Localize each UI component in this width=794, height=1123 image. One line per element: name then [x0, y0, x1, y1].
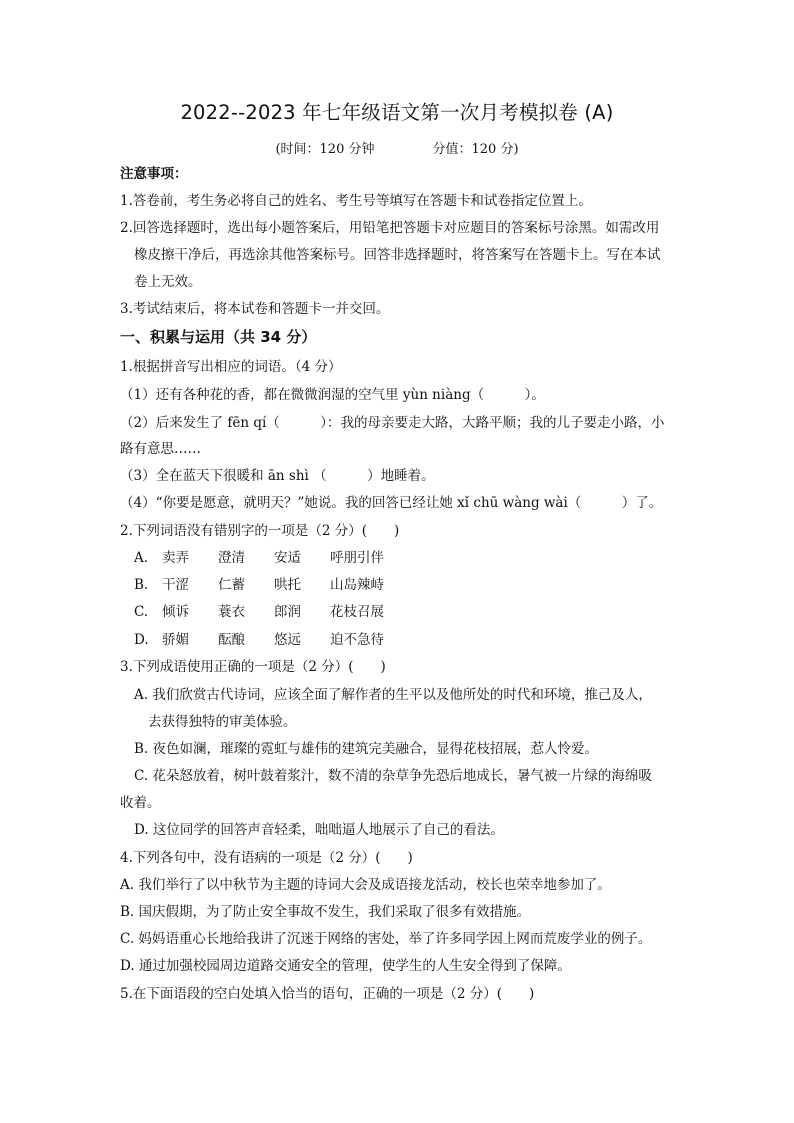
exam-score: 分值：120 分): [432, 142, 519, 157]
question-1-item-2: （2）后来发生了 fēn qí（ ）：我的母亲要走大路，大路平顺；我的儿子要走小路，小: [120, 415, 665, 431]
option-label: C.: [134, 604, 149, 620]
question-3-option-b: B. 夜色如澜，璀璨的霓虹与雄伟的建筑完美融合，显得花枝招展，惹人怜爱。: [134, 741, 599, 757]
question-4-option-c: C. 妈妈语重心长地给我讲了沉迷于网络的害处，举了许多同学因上网而荒废学业的例子。: [120, 931, 652, 947]
question-3-option-a-cont: 去获得独特的审美体验。: [148, 714, 297, 730]
notice-item-2: 2.回答选择题时，选出每小题答案后，用铅笔把答题卡对应题目的答案标号涂黑。如需改用: [120, 220, 660, 236]
option-word: 迫不急待: [330, 632, 384, 648]
exam-info: [0, 138, 794, 157]
option-label: B.: [134, 577, 149, 593]
question-1-stem: 1.根据拼音写出相应的词语。（4 分）: [120, 359, 342, 375]
question-4-option-d: D. 通过加强校园周边道路交通安全的管理，使学生的人生安全得到了保障。: [120, 958, 571, 974]
option-word: 郎润: [274, 604, 301, 620]
question-4-stem: 4.下列各句中，没有语病的一项是（2 分）( ): [120, 850, 413, 866]
question-2-option-b: [134, 576, 384, 594]
notice-item-2-cont: 橡皮擦干净后，再选涂其他答案标号。回答非选择题时，将答案写在答题卡上。写在本试: [134, 247, 661, 263]
notice-heading: 注意事项：: [120, 166, 188, 182]
question-3-option-a: A. 我们欣赏古代诗词，应该全面了解作者的生平以及他所处的时代和环境，推己及人，: [134, 687, 652, 703]
option-word: 卖弄: [162, 550, 189, 566]
notice-item-3: 3.考试结束后，将本试卷和答题卡一并交回。: [120, 301, 390, 317]
question-2-option-a: [134, 549, 384, 567]
notice-item-2-cont2: 卷上无效。: [134, 274, 202, 290]
question-3-option-c: C. 花朵怒放着，树叶鼓着浆汁，数不清的杂草争先恐后地成长，暑气被一片绿的海绵吸: [134, 768, 652, 784]
question-1-item-3: （3）全在蓝天下很暖和 ān shì （ ）地睡着。: [120, 468, 435, 484]
question-1-item-4: （4）“你要是愿意，就明天？”她说。我的回答已经让她 xǐ chū wàng wài（ ）了。: [120, 495, 663, 511]
question-1-item-2-cont: 路有意思……: [120, 441, 201, 457]
question-1-item-1: （1）还有各种花的香，都在微微润湿的空气里 yùn niàng（ ）。: [120, 387, 545, 403]
question-3-stem: 3.下列成语使用正确的一项是（2 分）( ): [120, 659, 386, 675]
option-word: 呼朋引伴: [330, 550, 384, 566]
question-2-stem: 2.下列词语没有错别字的一项是（2 分）( ): [120, 523, 400, 539]
option-label: A.: [134, 550, 149, 566]
option-word: 倾诉: [162, 604, 189, 620]
question-3-option-c-cont: 收着。: [120, 795, 161, 811]
section-heading: 一、积累与运用（共 34 分）: [120, 328, 317, 346]
notice-item-1: 1.答卷前，考生务必将自己的姓名、考生号等填写在答题卡和试卷指定位置上。: [120, 193, 592, 209]
question-3-option-d: D. 这位同学的回答声音轻柔，咄咄逼人地展示了自己的看法。: [134, 822, 504, 838]
exam-time: (时间：120 分钟: [275, 142, 375, 157]
question-2-option-c: [134, 603, 384, 621]
page-title: 2022--2023 年七年级语文第一次月考模拟卷 (A): [180, 101, 614, 124]
question-4-option-a: A. 我们举行了以中秋节为主题的诗词大会及成语接龙活动，校长也荣幸地参加了。: [120, 877, 611, 893]
question-5-stem: 5.在下面语段的空白处填入恰当的语句，正确的一项是（2 分）( ): [120, 986, 535, 1002]
option-word: 花枝召展: [330, 604, 384, 620]
option-word: 干涩: [162, 577, 189, 593]
option-word: 蓑衣: [218, 604, 245, 620]
question-4-option-b: B. 国庆假期，为了防止安全事故不发生，我们采取了很多有效措施。: [120, 904, 531, 920]
option-word: 悠远: [274, 632, 301, 648]
option-label: D.: [134, 632, 149, 648]
option-word: 哄托: [274, 577, 301, 593]
question-2-option-d: [134, 631, 384, 649]
option-word: 澄清: [218, 550, 245, 566]
option-word: 山岛辣峙: [330, 577, 384, 593]
option-word: 酝酿: [218, 632, 245, 648]
option-word: 骄媚: [162, 632, 189, 648]
option-word: 安适: [274, 550, 301, 566]
option-word: 仁蓄: [218, 577, 245, 593]
